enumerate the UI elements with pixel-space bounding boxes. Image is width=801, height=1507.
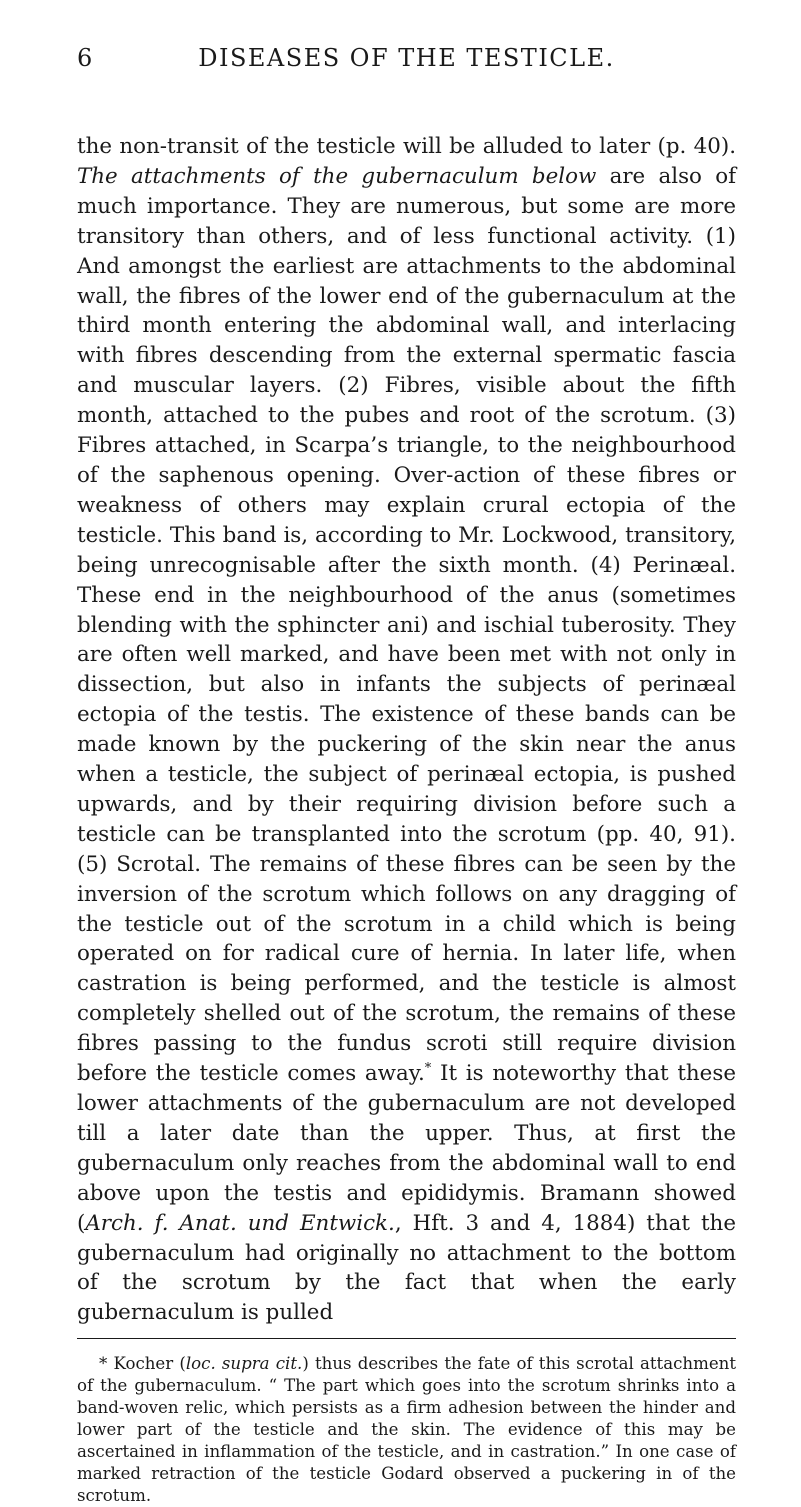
running-title: DISEASES OF THE TESTICLE. — [198, 44, 615, 72]
footnote-divider — [77, 1338, 736, 1339]
page-number: 6 — [77, 44, 94, 72]
footnote-marker: * — [99, 1354, 108, 1374]
body-paragraph — [77, 132, 736, 1328]
body-text-1: the non-transit of the testicle will be alluded to later (p. 40). — [77, 134, 736, 159]
body-italic-heading: The attachments of the gubernaculum below — [77, 163, 597, 189]
footnote — [77, 1353, 736, 1506]
footnote-citation: loc. supra cit. — [185, 1354, 303, 1374]
body-text-4: , Hft. 3 and 4, 1884) that the gubernaculum had originally no attachment to the bottom of the scrotum by the fact that when the early gubernaculum is pulled — [77, 1210, 736, 1326]
footnote-reference[interactable]: * — [424, 1060, 432, 1076]
running-head — [77, 44, 736, 80]
body-text-3: It is noteworthy that these lower attachments of the gubernaculum are not developed till a later date than the upper. Thus, at first the gubernaculum only reaches from the abdominal wall to end above upon the testis and epididymis. Bramann showed ( — [77, 1061, 736, 1236]
footnote-author: Kocher ( — [113, 1354, 186, 1374]
book-page — [77, 44, 736, 1507]
body-italic-citation: Arch. f. Anat. und Entwick. — [85, 1210, 395, 1236]
body-text-2: are also of much importance. They are numerous, but some are more transitory than others, and of less functional activity. (1) And amongst the earliest are attachments to the abdominal wall, the fibres of the lower end of the gubernaculum at the third month entering the abdominal wall, and interlacing with fibres descending from the external spermatic fascia and muscular layers. (2) Fibres, visible about the fifth month, attached to the pubes and root of the scrotum. (3) Fibres attached, in Scarpa’s triangle, to the neighbourhood of the saphenous opening. Over-action of these fibres or weakness of others may explain crural ectopia of the testicle. This band is, according to Mr. Lockwood, transitory, being unrecognisable after the sixth month. (4) Perinæal. These end in the neighbourhood of the anus (sometimes blending with the sphincter ani) and ischial tuberosity. They are often well marked, and have been met with not only in dissection, but also in infants the subjects of perinæal ectopia of the testis. The existence of these bands can be made known by the puckering of the skin near the anus when a testicle, the subject of perinæal ectopia, is pushed upwards, and by their requiring division before such a testicle can be transplanted into the scrotum (pp. 40, 91). (5) Scrotal. The remains of these fibres can be seen by the inversion of the scrotum which follows on any dragging of the testicle out of the scrotum in a child which is being operated on for radical cure of hernia. In later life, when castration is being performed, and the testicle is almost completely shelled out of the scrotum, the remains of these fibres passing to the fundus scroti still require division before the testicle comes away. — [77, 163, 736, 1087]
footnote-text: ) thus describes the fate of this scrotal attachment of the gubernaculum. “ The part which goes into the scrotum shrinks into a band-woven relic, which persists as a firm adhesion between the hinder and lower part of the testicle and the skin. The evidence of this may be ascertained in inflammation of the testicle, and in castration.” In one case of marked retraction of the testicle Godard observed a puckering in of the scrotum. — [77, 1354, 736, 1505]
